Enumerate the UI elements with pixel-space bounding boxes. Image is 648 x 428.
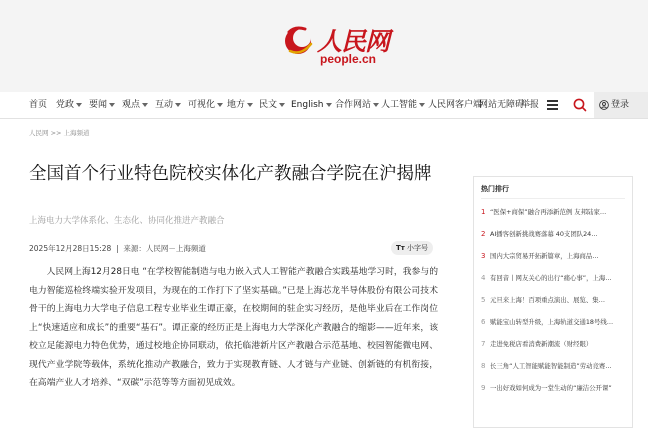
nav-label: 互动	[155, 100, 174, 110]
nav-item-accessibility[interactable]	[479, 92, 524, 118]
rank-number: 4	[481, 274, 486, 282]
nav-label: 人民网客户端	[428, 100, 483, 110]
rank-title: “医保+商保”融合再添新范例 友邦陆家…	[490, 208, 607, 216]
chevron-down-icon	[279, 103, 285, 107]
nav-item-party[interactable]	[56, 92, 82, 118]
chevron-down-icon	[175, 103, 181, 107]
rank-item[interactable]	[481, 207, 631, 225]
hot-ranking-panel	[473, 176, 633, 428]
article-body: 人民网上海12月28日电 “在学校智能制造与电力嵌入式人工智能产教融合实践基地学习时，我参与的电力智能巡检终端实验开发项目，为现在的工作打下了坚实基础。”已是上海芯龙半导体股份有限公司技术骨干的上海电力大学电子信息工程专业毕业生谭正豪，在校期间的驻企实习经历，是他毕业后在工作岗位上“快速适应和成长”的重要“基石”。谭正豪的经历正是上海电力大学深化产教融合的缩影——近年来，该校立足能源电力特色优势，通过校地企协同联动，依托临港新片区产教融合示范基地、校园智能微电网、现代产业学院等载体，系统化推动产教融合，致力于实现教育链、人才链与产业链、创新链的有机衔接，在高端产业人才培养、“双碳”示范等等方面初见成效。	[29, 267, 438, 388]
article-meta: 2025年12月28日15:28 | 来源：人民网－上海频道	[29, 244, 206, 253]
nav-label: 可视化	[188, 100, 216, 110]
nav-label: 地方	[227, 100, 246, 110]
nav-item-report[interactable]	[521, 92, 539, 118]
rank-item[interactable]	[481, 273, 631, 291]
chevron-down-icon	[373, 103, 379, 107]
rank-title: 长三角“人工智能赋能智能制造”劳动竞赛…	[490, 362, 612, 370]
nav-item-app[interactable]	[428, 92, 482, 118]
nav-item-partners[interactable]	[335, 92, 379, 118]
rank-item[interactable]	[481, 383, 631, 401]
nav-label: English	[291, 100, 324, 110]
nav-label: 人工智能	[381, 100, 418, 110]
rank-title: AI播客创新挑战赛落幕 40支团队24…	[490, 230, 598, 238]
nav-item-local[interactable]	[227, 92, 253, 118]
chevron-down-icon	[142, 103, 148, 107]
rank-number: 8	[481, 362, 486, 370]
logo-emblem-icon	[281, 24, 315, 56]
rank-item[interactable]	[481, 339, 631, 357]
search-icon[interactable]	[571, 96, 589, 114]
rank-item[interactable]	[481, 251, 631, 269]
main-nav	[0, 92, 648, 119]
nav-label: 观点	[122, 100, 141, 110]
nav-label: 党政	[56, 100, 75, 110]
font-size-label: 小字号	[407, 244, 429, 252]
nav-label: 网站无障碍	[479, 100, 525, 110]
nav-label: 举报	[521, 100, 540, 110]
logo-text-cn: 人民网	[317, 27, 390, 56]
nav-item-interact[interactable]	[155, 92, 181, 118]
rank-number: 1	[481, 208, 486, 216]
rank-title: 国内大宗贸易开拓新篇章，上海商品…	[490, 252, 599, 260]
rank-item[interactable]	[481, 229, 631, 247]
font-size-icon: Tт	[395, 244, 405, 252]
logo-text-en: people.cn	[320, 52, 377, 66]
chevron-down-icon	[76, 103, 82, 107]
site-header	[0, 0, 648, 92]
chevron-down-icon	[326, 103, 332, 107]
article-source-link[interactable]: 人民网－上海频道	[145, 244, 206, 253]
article-date: 2025年12月28日15:28	[29, 244, 112, 253]
chevron-down-icon	[247, 103, 253, 107]
source-prefix: 来源：	[123, 244, 146, 253]
rank-number: 7	[481, 340, 486, 348]
rank-title: 元旦来上海！百项重点演出、展览、集…	[490, 296, 606, 304]
rank-item[interactable]	[481, 317, 631, 335]
breadcrumb[interactable]: 人民网 >> 上海频道	[29, 129, 90, 137]
rank-number: 9	[481, 384, 486, 392]
rank-number: 3	[481, 252, 486, 260]
chevron-down-icon	[419, 103, 425, 107]
rank-title: 有回音丨网友关心的出行“痛心事”，上海…	[490, 274, 612, 282]
nav-label: 要闻	[89, 100, 108, 110]
chevron-down-icon	[217, 103, 223, 107]
hot-ranking-heading: 热门排行	[481, 185, 509, 193]
nav-label: 合作网站	[335, 100, 372, 110]
chevron-down-icon	[109, 103, 115, 107]
article-subtitle: 上海电力大学体系化、生态化、协同化推进产教融合	[29, 216, 225, 226]
nav-label: 民文	[259, 100, 278, 110]
nav-item-opinion[interactable]	[122, 92, 148, 118]
rank-item[interactable]	[481, 295, 631, 313]
rank-number: 6	[481, 318, 486, 326]
rank-number: 5	[481, 296, 486, 304]
article-title: 全国首个行业特色院校实体化产教融合学院在沪揭牌	[29, 164, 432, 184]
rank-item[interactable]	[481, 361, 631, 379]
nav-label: 首页	[29, 100, 48, 110]
nav-item-ethnic[interactable]	[259, 92, 285, 118]
hamburger-icon[interactable]	[547, 100, 558, 110]
login-label: 登录	[611, 100, 630, 110]
divider	[481, 198, 625, 199]
nav-item-ai[interactable]	[381, 92, 425, 118]
user-icon	[599, 100, 609, 110]
rank-title: 一出好戏如何成为一堂生动的“廉洁公开课”	[490, 384, 612, 392]
nav-item-visual[interactable]	[188, 92, 223, 118]
rank-title: 走进免税店看消费新潮流（财经眼）	[490, 340, 593, 348]
rank-number: 2	[481, 230, 486, 238]
nav-item-home[interactable]	[29, 92, 47, 118]
login-button[interactable]	[594, 92, 648, 118]
nav-item-english[interactable]	[291, 92, 332, 118]
nav-item-news[interactable]	[89, 92, 115, 118]
rank-title: 赋能宝山转型升级，上海轨道交通18号线…	[490, 318, 614, 326]
people-logo[interactable]	[281, 20, 391, 68]
font-size-button[interactable]	[391, 241, 433, 255]
